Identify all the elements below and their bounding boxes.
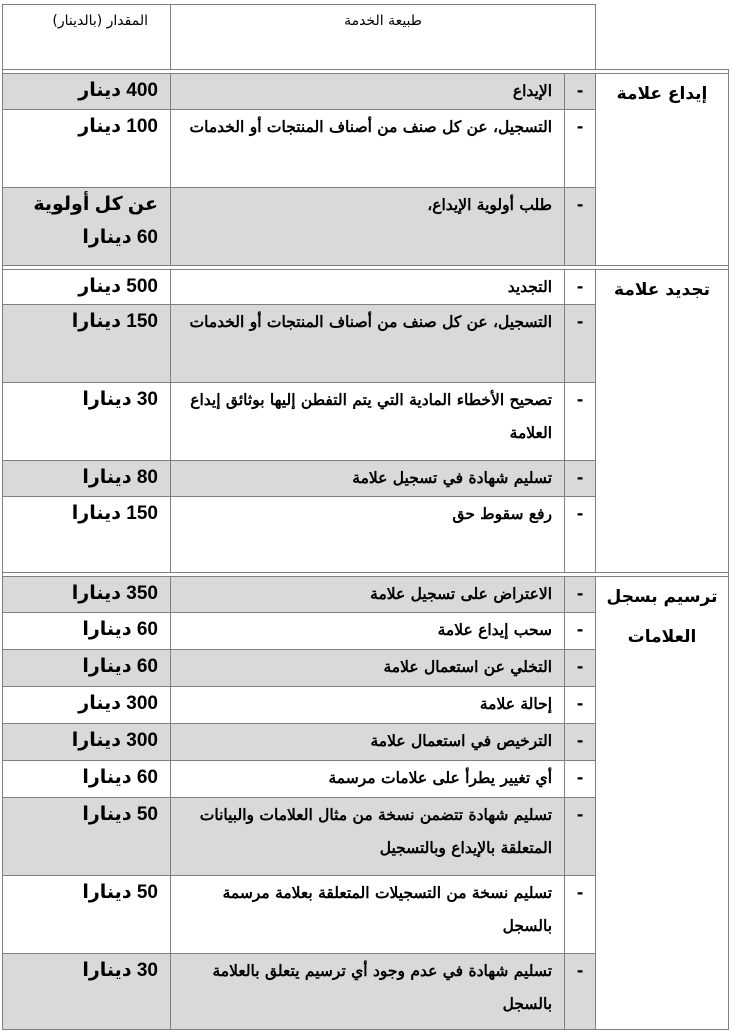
row-dash: -: [565, 650, 596, 687]
table-row: [3, 577, 729, 613]
row-dash: -: [565, 461, 596, 497]
header-row: [3, 5, 729, 70]
row-description: التجديد: [171, 270, 565, 305]
row-amount: عن كل أولوية 60 دينارا: [3, 188, 171, 266]
header-service-type: طبيعة الخدمة: [171, 5, 596, 70]
row-dash: -: [565, 110, 596, 188]
row-dash: -: [565, 383, 596, 461]
row-amount: 400 دينار: [3, 74, 171, 110]
row-description: تسليم شهادة في تسجيل علامة: [171, 461, 565, 497]
row-amount: 150 دينارا: [3, 497, 171, 573]
row-amount: 50 دينارا: [3, 876, 171, 954]
row-description: التسجيل، عن كل صنف من أصناف المنتجات أو الخدمات: [171, 110, 565, 188]
row-amount: 150 دينارا: [3, 305, 171, 383]
table-row: [3, 270, 729, 305]
row-amount: 30 دينارا: [3, 383, 171, 461]
row-dash: -: [565, 724, 596, 761]
row-dash: -: [565, 954, 596, 1030]
row-dash: -: [565, 761, 596, 798]
row-amount: 350 دينارا: [3, 577, 171, 613]
row-dash: -: [565, 687, 596, 724]
row-description: تسليم نسخة من التسجيلات المتعلقة بعلامة مرسمة بالسجل: [171, 876, 565, 954]
row-amount: 300 دينارا: [3, 724, 171, 761]
row-amount: 100 دينار: [3, 110, 171, 188]
row-dash: -: [565, 497, 596, 573]
row-amount: 300 دينار: [3, 687, 171, 724]
row-description: سحب إيداع علامة: [171, 613, 565, 650]
row-dash: -: [565, 188, 596, 266]
row-description: تصحيح الأخطاء المادية التي يتم التفطن إليها بوثائق إيداع العلامة: [171, 383, 565, 461]
row-dash: -: [565, 876, 596, 954]
row-description: أي تغيير يطرأ على علامات مرسمة: [171, 761, 565, 798]
header-blank-cell: [596, 5, 729, 70]
row-amount: 30 دينارا: [3, 954, 171, 1030]
row-dash: -: [565, 270, 596, 305]
row-amount: 60 دينارا: [3, 761, 171, 798]
header-amount: المقدار (بالدينار): [3, 5, 171, 70]
row-description: إحالة علامة: [171, 687, 565, 724]
row-description: الإيداع: [171, 74, 565, 110]
fees-table: [2, 4, 729, 1030]
category-cell-registry: ترسيم بسجل العلامات: [596, 577, 729, 1030]
row-description: الاعتراض على تسجيل علامة: [171, 577, 565, 613]
row-description: تسليم شهادة تتضمن نسخة من مثال العلامات والبيانات المتعلقة بالإيداع وبالتسجيل: [171, 798, 565, 876]
row-dash: -: [565, 577, 596, 613]
row-description: طلب أولوية الإيداع،: [171, 188, 565, 266]
row-amount: 60 دينارا: [3, 613, 171, 650]
row-description: الترخيص في استعمال علامة: [171, 724, 565, 761]
category-cell-deposit: إيداع علامة: [596, 74, 729, 266]
row-amount: 50 دينارا: [3, 798, 171, 876]
row-dash: -: [565, 74, 596, 110]
row-description: التسجيل، عن كل صنف من أصناف المنتجات أو الخدمات: [171, 305, 565, 383]
table-row: [3, 74, 729, 110]
row-dash: -: [565, 798, 596, 876]
row-description: رفع سقوط حق: [171, 497, 565, 573]
row-dash: -: [565, 305, 596, 383]
category-cell-renewal: تجديد علامة: [596, 270, 729, 573]
row-dash: -: [565, 613, 596, 650]
row-amount: 500 دينار: [3, 270, 171, 305]
row-amount: 60 دينارا: [3, 650, 171, 687]
row-description: تسليم شهادة في عدم وجود أي ترسيم يتعلق بالعلامة بالسجل: [171, 954, 565, 1030]
row-description: التخلي عن استعمال علامة: [171, 650, 565, 687]
row-amount: 80 دينارا: [3, 461, 171, 497]
